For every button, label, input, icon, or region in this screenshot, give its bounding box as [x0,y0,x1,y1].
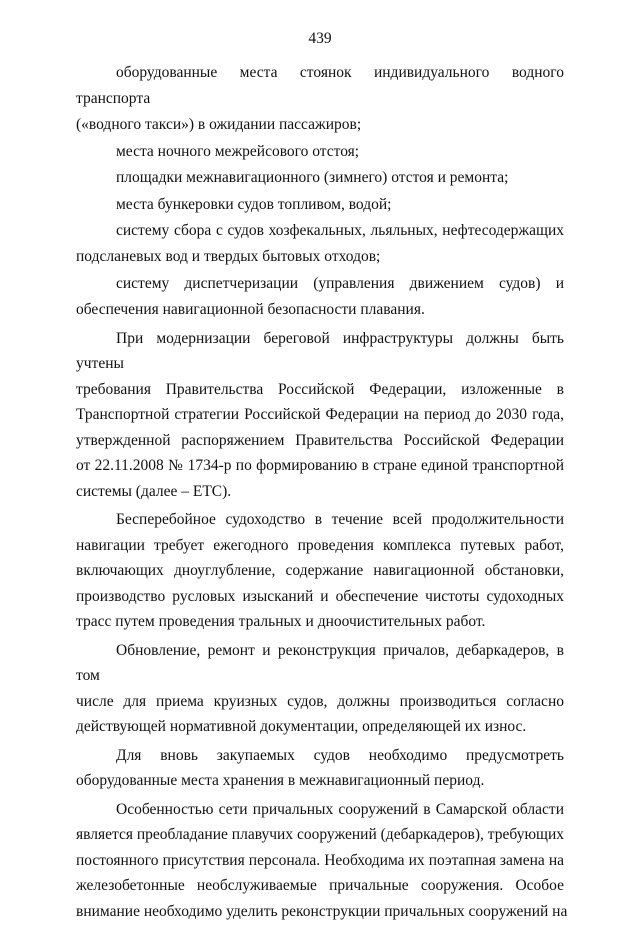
text-line: Для вновь закупаемых судов необходимо предусмотреть [116,746,564,764]
paragraph [76,326,564,505]
text-line: Обновление, ремонт и реконструкция причалов, дебаркадеров, в том [76,641,564,685]
paragraphs [76,326,568,925]
infrastructure-list [76,60,564,323]
text-line: от 22.11.2008 № 1734-р по формированию в стране единой транспортной [76,457,564,475]
text-line: площадки межнавигационного (зимнего) отстоя и ремонта; [116,169,509,187]
text-line: системы (далее – ЕТС). [76,482,232,500]
document-body [76,60,568,926]
text-line: подсланевых вод и твердых бытовых отходов; [76,248,381,266]
text-line: («водного такси») в ожидании пассажиров; [76,116,362,133]
list-item [76,192,564,218]
paragraph [76,797,568,925]
text-line: При модернизации береговой инфраструктуры должны быть учтены [76,329,564,373]
paragraph [76,507,564,635]
text-line: оборудованные места хранения в межнавигационный период. [76,772,485,790]
text-line: Бесперебойное судоходство в течение всей продолжительности [116,511,564,529]
text-line: является преобладание плавучих сооружений (дебаркадеров), требующих [76,826,564,844]
text-line: Транспортной стратегии Российской Федерации на период до 2030 года, [76,406,564,424]
text-line: постоянного присутствия персонала. Необходима их поэтапная замена на [76,851,564,869]
list-item [76,139,564,165]
text-line: навигации требует ежегодного проведения комплекса путевых работ, [76,536,564,554]
list-item [76,218,564,270]
text-line: трасс путем проведения тральных и дноочистительных работ. [76,613,486,631]
text-line: места ночного межрейсового отстоя; [116,142,360,160]
text-line: действующей нормативной документации, определяющей их износ. [76,718,527,736]
page-number: 439 [308,30,332,47]
list-item [76,60,564,138]
text-line: утвержденной распоряжением Правительства Российской Федерации [76,431,564,449]
paragraph [76,743,564,794]
text-line: производство русловых изысканий и обеспечение чистоты судоходных [76,587,564,605]
text-line: железобетонные необслуживаемые причальные сооружения. Особое [76,877,564,895]
text-line: требования Правительства Российской Федерации, изложенные в [76,380,564,398]
list-item [76,271,564,323]
text-line: внимание необходимо уделить реконструкции причальных сооружений на [76,902,568,920]
paragraph [76,638,564,740]
text-line: включающих дноуглубление, содержание навигационной обстановки, [76,562,564,580]
text-line: оборудованные места стоянок индивидуального водного транспорта [76,64,564,107]
text-line: систему сбора с судов хозфекальных, льяльных, нефтесодержащих [116,222,564,240]
text-line: систему диспетчеризации (управления движением судов) и [116,274,564,292]
text-line: места бункеровки судов топливом, водой; [116,195,392,213]
list-item [76,165,564,191]
text-line: обеспечения навигационной безопасности плавания. [76,300,425,318]
text-line: Особенностью сети причальных сооружений в Самарской области [116,800,564,818]
text-line: числе для приема круизных судов, должны производиться согласно [76,692,564,710]
